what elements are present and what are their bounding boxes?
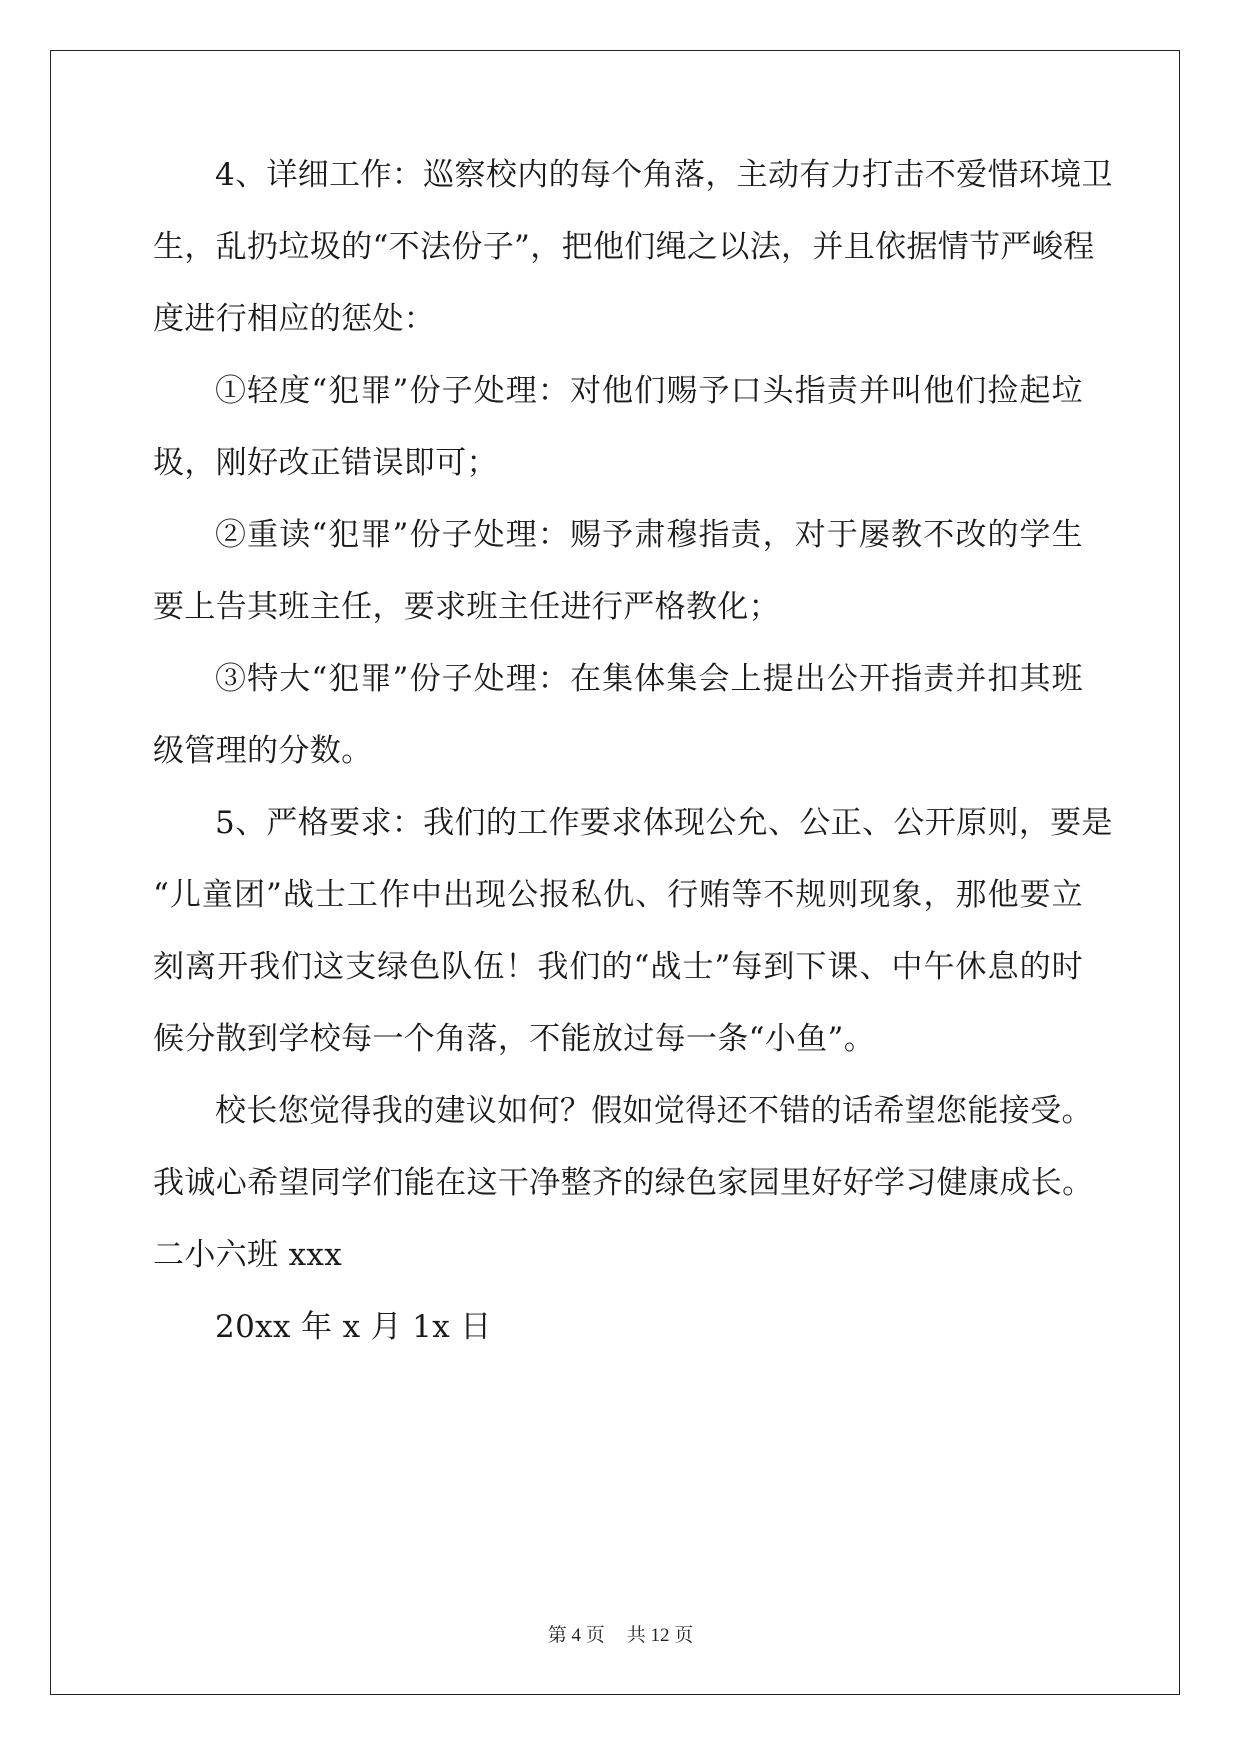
paragraph-line: 我诚心希望同学们能在这干净整齐的绿色家园里好好学习健康成长。 — [153, 1165, 1094, 1201]
page-total: 共 12 页 — [626, 1625, 694, 1646]
page-footer — [0, 1620, 1241, 1647]
signature-date: 20xx 年 x 月 1x 日 — [215, 1309, 492, 1345]
signature-name: 二小六班 xxx — [153, 1237, 343, 1273]
paragraph-line: “儿童团”战士工作中出现公报私仇、行贿等不规则现象，那他要立 — [153, 877, 1083, 913]
paragraph-line: 校长您觉得我的建议如何？假如觉得还不错的话希望您能接受。 — [215, 1093, 1093, 1129]
paragraph-line: ②重读“犯罪”份子处理：赐予肃穆指责，对于屡教不改的学生 — [215, 517, 1083, 553]
page-border — [50, 50, 1180, 1695]
paragraph-line: 级管理的分数。 — [153, 733, 373, 769]
paragraph-line: 要上告其班主任，要求班主任进行严格教化； — [153, 589, 780, 625]
paragraph-line: ①轻度“犯罪”份子处理：对他们赐予口头指责并叫他们捡起垃 — [215, 373, 1083, 409]
paragraph-line: ③特大“犯罪”份子处理：在集体集会上提出公开指责并扣其班 — [215, 661, 1083, 697]
paragraph-line: 候分散到学校每一个角落，不能放过每一条“小鱼”。 — [153, 1021, 876, 1057]
paragraph-line: 5、严格要求：我们的工作要求体现公允、公正、公开原则，要是 — [215, 805, 1113, 841]
paragraph-line: 圾，刚好改正错误即可； — [153, 445, 498, 481]
paragraph-line: 4、详细工作：巡察校内的每个角落，主动有力打击不爱惜环境卫 — [215, 157, 1113, 193]
page-number: 第 4 页 — [547, 1625, 605, 1646]
paragraph-line: 生，乱扔垃圾的“不法份子”，把他们绳之以法，并且依据情节严峻程 — [153, 229, 1095, 265]
paragraph-line: 度进行相应的惩处： — [153, 301, 436, 337]
paragraph-line: 刻离开我们这支绿色队伍！我们的“战士”每到下课、中午休息的时 — [153, 949, 1083, 985]
